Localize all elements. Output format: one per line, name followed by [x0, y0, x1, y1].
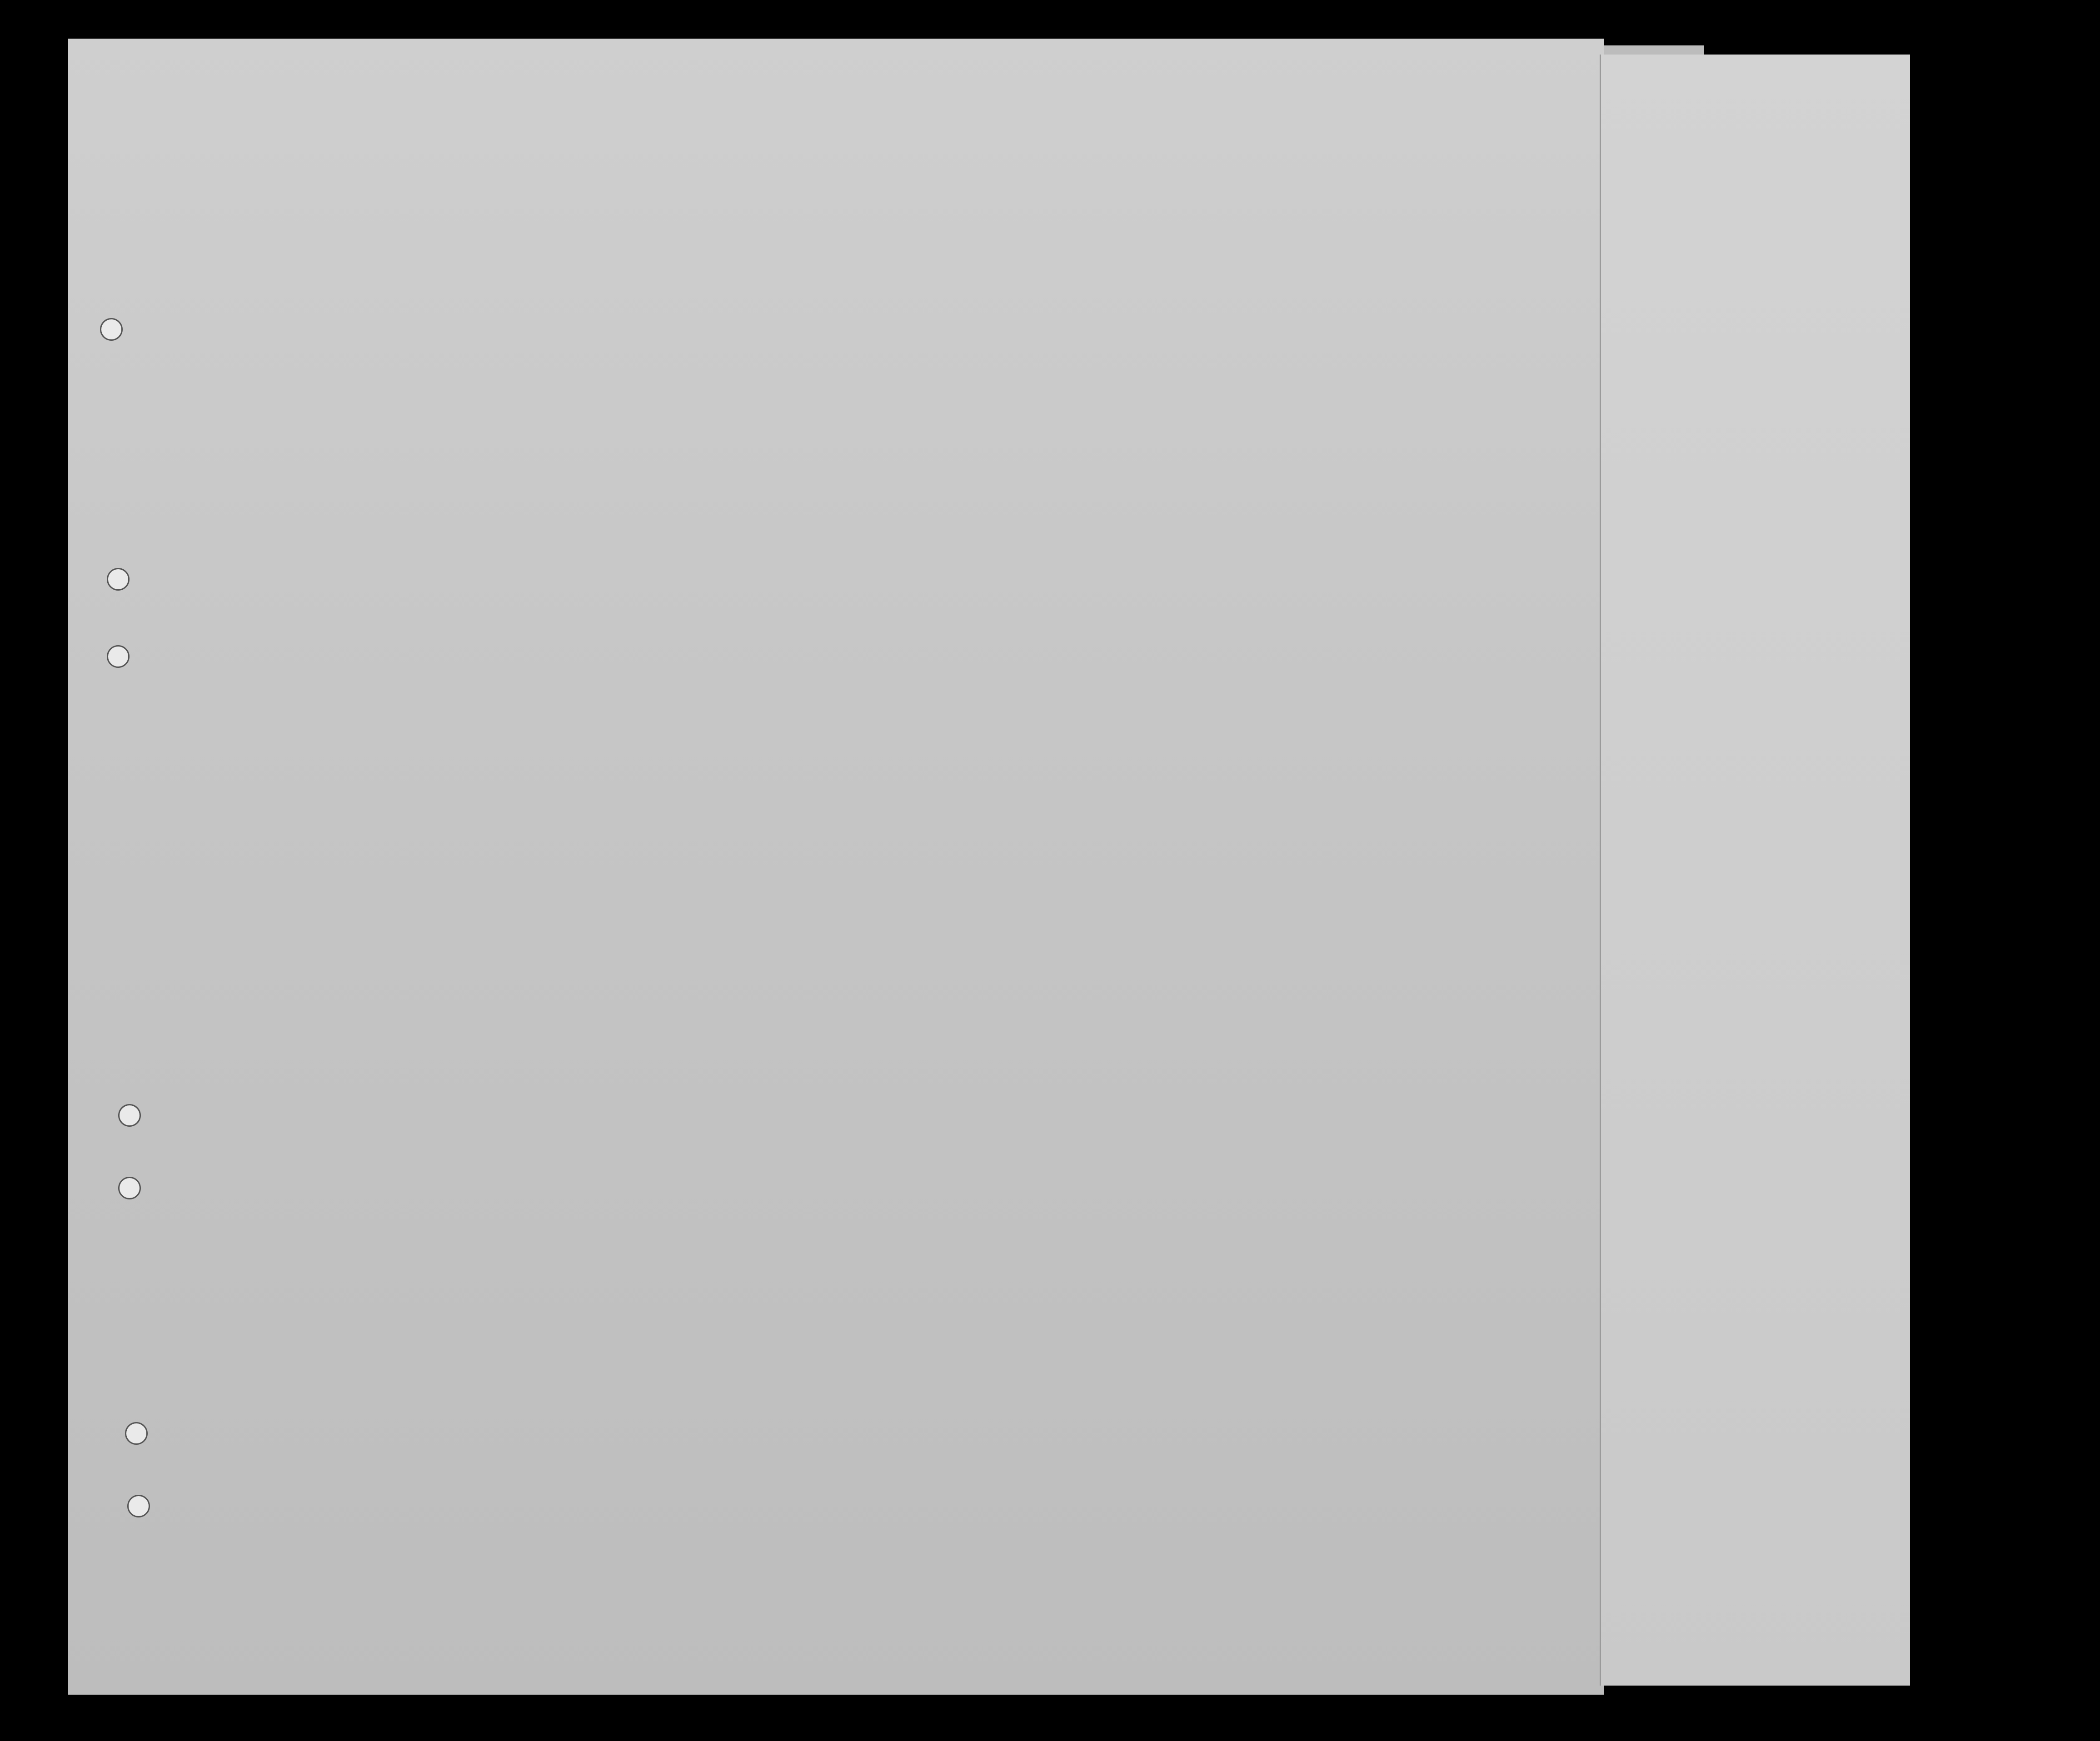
- binding-hole: [107, 568, 130, 591]
- list-label: [1418, 91, 1468, 108]
- binding-hole: [107, 645, 130, 668]
- binding-hole: [125, 1422, 148, 1445]
- binding-hole: [118, 1104, 141, 1127]
- binding-hole: [127, 1495, 150, 1517]
- binding-hole: [118, 1177, 141, 1199]
- binding-hole: [100, 318, 123, 341]
